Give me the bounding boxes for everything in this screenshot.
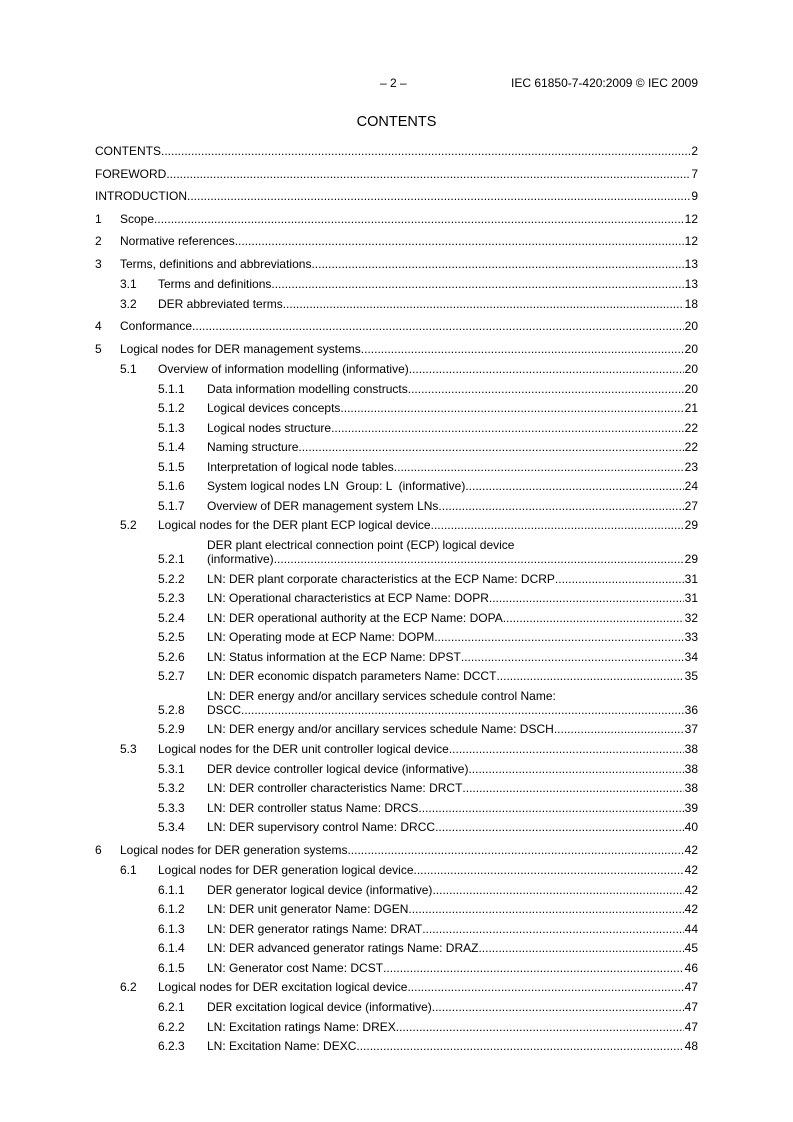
toc-title: LN: DER economic dispatch parameters Name: DCCT	[207, 669, 497, 683]
toc-entry[interactable]	[95, 843, 698, 857]
toc-entry[interactable]	[95, 762, 698, 776]
toc-page-number: 31	[684, 571, 698, 586]
toc-title: LN: Excitation Name: DEXC	[207, 1039, 357, 1053]
toc-title: LN: DER energy and/or ancillary services schedule Name: DSCH	[207, 722, 554, 736]
toc-leader	[274, 552, 684, 566]
toc-title: Logical nodes for DER excitation logical device	[158, 980, 408, 994]
toc-entry[interactable]	[95, 257, 698, 271]
toc-number: 5.1.3	[158, 420, 185, 435]
toc-page-number: 12	[684, 211, 698, 226]
toc-entry[interactable]	[95, 961, 698, 975]
toc-number: 6.1	[120, 862, 137, 877]
toc-number: 5.3	[120, 741, 137, 756]
toc-number: 2	[95, 234, 102, 248]
toc-page-number: 45	[684, 941, 698, 955]
toc-leader	[434, 630, 683, 644]
toc-leader	[468, 762, 683, 776]
toc-page-number: 32	[684, 610, 698, 625]
page-title: CONTENTS	[356, 114, 437, 130]
toc-page-number: 20	[684, 381, 698, 396]
toc-leader	[461, 650, 684, 664]
toc-title: LN: DER generator ratings Name: DRAT	[207, 921, 423, 936]
toc-entry[interactable]	[95, 319, 698, 333]
toc-page-number: 42	[684, 862, 698, 877]
toc-number: 1	[95, 211, 102, 226]
toc-number: 6.2.1	[158, 1000, 185, 1014]
toc-page-number: 9	[691, 189, 698, 203]
toc-title-line1: LN: DER energy and/or ancillary services schedule control Name:	[207, 688, 556, 703]
toc-title: Logical nodes structure	[207, 420, 332, 435]
toc-entry[interactable]	[95, 1000, 698, 1014]
toc-title: Data information modelling constructs	[207, 381, 408, 396]
toc-entry[interactable]	[95, 689, 698, 717]
toc-leader	[331, 421, 684, 435]
toc-number: 5.3.1	[158, 761, 185, 776]
toc-title: LN: DER unit generator Name: DGEN	[207, 902, 409, 916]
toc-leader	[298, 440, 683, 454]
toc-page-number: 31	[684, 591, 698, 605]
toc-number: 3.1	[120, 276, 137, 291]
toc-leader	[407, 980, 683, 994]
toc-title: LN: DER supervisory control Name: DRCC	[207, 820, 436, 834]
toc-title: Terms, definitions and abbreviations	[120, 256, 312, 271]
toc-title: Conformance	[120, 319, 193, 333]
page-number: – 2 –	[380, 76, 407, 90]
toc-leader	[503, 611, 684, 625]
toc-leader	[396, 1020, 684, 1034]
toc-leader	[283, 297, 684, 311]
toc-page-number: 47	[684, 980, 698, 994]
toc-entry[interactable]	[95, 401, 698, 415]
toc-page-number: 7	[691, 166, 698, 181]
toc-page-number: 48	[684, 1039, 698, 1053]
toc-title: LN: DER advanced generator ratings Name: DRAZ	[207, 941, 479, 955]
toc-number: 5.3.4	[158, 820, 185, 834]
toc-title: DSCC	[207, 702, 242, 717]
toc-number: 5	[95, 341, 102, 356]
toc-number: 5.1	[120, 361, 137, 376]
toc-leader	[435, 820, 684, 834]
toc-page-number: 12	[684, 234, 698, 248]
toc-leader	[432, 883, 683, 897]
toc-entry[interactable]	[95, 479, 698, 493]
toc-title: System logical nodes LN Group: L (informative)	[207, 479, 466, 493]
toc-title: Logical nodes for the DER plant ECP logical device	[158, 518, 431, 532]
toc-leader	[554, 722, 684, 736]
toc-number: 5.3.2	[158, 781, 185, 795]
toc-title: LN: DER plant corporate characteristics at the ECP Name: DCRP	[207, 571, 555, 586]
toc-leader	[271, 277, 683, 291]
toc-title: DER abbreviated terms	[158, 296, 283, 311]
toc-number: 5.2.1	[158, 552, 185, 566]
toc-page-number: 18	[684, 296, 698, 311]
toc-title: LN: DER controller characteristics Name: DRCT	[207, 781, 463, 795]
toc-page-number: 33	[684, 630, 698, 644]
toc-leader	[187, 189, 690, 203]
toc-entry[interactable]	[95, 189, 698, 203]
toc-title: LN: Excitation ratings Name: DREX	[207, 1019, 396, 1034]
toc-entry[interactable]	[95, 297, 698, 311]
toc-leader	[409, 362, 684, 376]
toc-number: 6.1.2	[158, 902, 185, 916]
toc-number: 5.1.7	[158, 498, 185, 513]
toc-entry[interactable]	[95, 801, 698, 815]
toc-title: LN: DER operational authority at the ECP Name: DOPA	[207, 610, 503, 625]
toc-page-number: 21	[684, 401, 698, 415]
toc-entry[interactable]	[95, 460, 698, 474]
toc-leader	[394, 460, 684, 474]
toc-title: Normative references	[120, 234, 235, 248]
toc-page-number: 29	[684, 552, 698, 566]
toc-entry[interactable]	[95, 630, 698, 644]
toc-leader	[347, 843, 683, 857]
toc-number: 5.1.5	[158, 459, 185, 474]
toc-entry[interactable]	[95, 820, 698, 834]
toc-number: 5.1.4	[158, 440, 185, 454]
toc-leader	[311, 257, 683, 271]
toc-number: 3	[95, 256, 102, 271]
toc-title: Terms and definitions	[158, 276, 272, 291]
toc-entry[interactable]	[95, 421, 698, 435]
toc-entry[interactable]	[95, 362, 698, 376]
toc-page-number: 38	[684, 761, 698, 776]
toc-leader	[408, 382, 684, 396]
standard-reference: IEC 61850-7-420:2009 © IEC 2009	[511, 76, 698, 90]
toc-leader	[414, 863, 684, 877]
toc-entry[interactable]	[95, 863, 698, 877]
toc-title: Overview of DER management system LNs	[207, 498, 439, 513]
toc-entry[interactable]	[95, 440, 698, 454]
toc-page-number: 20	[684, 341, 698, 356]
table-of-contents	[95, 144, 698, 1053]
toc-entry[interactable]	[95, 342, 698, 356]
toc-number: 6.1.4	[158, 941, 185, 955]
toc-leader	[166, 167, 690, 181]
toc-title-line1: DER plant electrical connection point (ECP) logical device	[207, 538, 515, 552]
toc-title: Naming structure	[207, 440, 299, 454]
toc-page-number: 47	[684, 1000, 698, 1014]
toc-number: 3.2	[120, 296, 137, 311]
toc-page-number: 29	[684, 518, 698, 532]
toc-page-number: 22	[684, 420, 698, 435]
toc-page-number: 37	[684, 722, 698, 736]
toc-number: 5.2.3	[158, 591, 185, 605]
toc-number: 5.2.5	[158, 630, 185, 644]
toc-entry[interactable]	[95, 669, 698, 683]
toc-number: 5.1.6	[158, 479, 185, 493]
toc-entry[interactable]	[95, 902, 698, 916]
toc-page-number: 42	[684, 902, 698, 916]
toc-entry[interactable]	[95, 941, 698, 955]
toc-page-number: 24	[684, 479, 698, 493]
toc-entry[interactable]	[95, 1020, 698, 1034]
toc-leader	[408, 902, 683, 916]
toc-page-number: 40	[684, 820, 698, 834]
toc-entry[interactable]	[95, 167, 698, 181]
toc-title: DER excitation logical device (informative)	[207, 1000, 432, 1014]
toc-leader	[356, 1039, 683, 1053]
toc-page-number: 34	[684, 649, 698, 664]
toc-entry[interactable]	[95, 144, 698, 158]
toc-page-number: 20	[684, 319, 698, 333]
toc-number: 5.1.2	[158, 401, 185, 415]
toc-number: 6.2	[120, 980, 137, 994]
toc-title: DER device controller logical device (informative)	[207, 761, 469, 776]
toc-page-number: 39	[684, 800, 698, 815]
toc-entry[interactable]	[95, 499, 698, 513]
toc-leader	[465, 479, 683, 493]
toc-entry[interactable]	[95, 591, 698, 605]
toc-entry[interactable]	[95, 980, 698, 994]
toc-leader	[432, 1000, 684, 1014]
toc-number: 6.2.2	[158, 1019, 185, 1034]
toc-entry[interactable]	[95, 922, 698, 936]
toc-page-number: 13	[684, 256, 698, 271]
toc-leader	[192, 319, 684, 333]
toc-title: DER generator logical device (informative)	[207, 882, 433, 897]
toc-number: 6.2.3	[158, 1039, 185, 1053]
toc-leader	[154, 212, 684, 226]
toc-title: Logical devices concepts	[207, 401, 341, 415]
toc-number: 6.1.3	[158, 921, 185, 936]
toc-page-number: 27	[684, 498, 698, 513]
toc-number: 6.1.1	[158, 882, 185, 897]
toc-leader	[431, 518, 684, 532]
toc-page-number: 46	[684, 960, 698, 975]
toc-page-number: 44	[684, 921, 698, 936]
toc-page-number: 38	[684, 741, 698, 756]
toc-leader	[418, 801, 683, 815]
toc-title: LN: Generator cost Name: DCST	[207, 960, 384, 975]
toc-number: 5.2.8	[158, 702, 185, 717]
toc-number: 6	[95, 842, 102, 857]
toc-entry[interactable]	[95, 382, 698, 396]
toc-number: 5.1.1	[158, 381, 185, 396]
toc-page-number: 20	[684, 361, 698, 376]
toc-title: Scope	[120, 211, 155, 226]
toc-number: 5.3.3	[158, 800, 185, 815]
toc-entry[interactable]	[95, 742, 698, 756]
toc-entry[interactable]	[95, 234, 698, 248]
toc-entry[interactable]	[95, 572, 698, 586]
toc-entry[interactable]	[95, 1039, 698, 1053]
toc-leader	[478, 941, 683, 955]
toc-title: LN: Operating mode at ECP Name: DOPM	[207, 630, 435, 644]
toc-page-number: 23	[684, 459, 698, 474]
toc-title: LN: DER controller status Name: DRCS	[207, 800, 419, 815]
toc-leader	[383, 961, 684, 975]
toc-page-number: 42	[684, 882, 698, 897]
toc-leader	[161, 144, 690, 158]
toc-page-number: 35	[684, 669, 698, 683]
toc-page-number: 47	[684, 1019, 698, 1034]
toc-number: 6.1.5	[158, 960, 185, 975]
toc-entry[interactable]	[95, 611, 698, 625]
toc-entry[interactable]	[95, 212, 698, 226]
toc-title: INTRODUCTION	[95, 189, 187, 203]
toc-leader	[422, 922, 683, 936]
toc-leader	[241, 703, 684, 717]
toc-title: FOREWORD	[95, 166, 167, 181]
toc-leader	[555, 572, 684, 586]
toc-title: CONTENTS	[95, 144, 161, 158]
toc-title: Logical nodes for DER management systems	[120, 341, 361, 356]
toc-entry[interactable]	[95, 722, 698, 736]
toc-page-number: 36	[684, 702, 698, 717]
toc-leader	[489, 591, 684, 605]
toc-leader	[438, 499, 683, 513]
toc-number: 5.2.4	[158, 610, 185, 625]
toc-page-number: 38	[684, 781, 698, 795]
toc-number: 5.2.7	[158, 669, 185, 683]
toc-number: 5.2.2	[158, 571, 185, 586]
toc-leader	[340, 401, 683, 415]
toc-title: Overview of information modelling (informative)	[158, 361, 409, 376]
toc-title: Logical nodes for the DER unit controller logical device	[158, 741, 449, 756]
toc-page-number: 2	[691, 144, 698, 158]
toc-leader	[361, 342, 684, 356]
toc-leader	[449, 742, 684, 756]
toc-number: 5.2.9	[158, 722, 185, 736]
toc-page-number: 42	[684, 842, 698, 857]
toc-title: LN: Operational characteristics at ECP Name: DOPR	[207, 591, 489, 605]
toc-page-number: 22	[684, 440, 698, 454]
toc-number: 5.2	[120, 518, 137, 532]
toc-title: LN: Status information at the ECP Name: DPST	[207, 649, 461, 664]
toc-leader	[462, 781, 683, 795]
toc-title: Logical nodes for DER generation systems	[120, 842, 348, 857]
toc-entry[interactable]	[95, 518, 698, 532]
toc-number: 4	[95, 319, 102, 333]
toc-entry[interactable]	[95, 538, 698, 566]
toc-leader	[235, 234, 684, 248]
toc-page-number: 13	[684, 276, 698, 291]
toc-title: Logical nodes for DER generation logical device	[158, 862, 414, 877]
toc-title: Interpretation of logical node tables	[207, 459, 394, 474]
toc-entry[interactable]	[95, 277, 698, 291]
toc-entry[interactable]	[95, 650, 698, 664]
toc-number: 5.2.6	[158, 649, 185, 664]
toc-title: (informative)	[207, 552, 274, 566]
toc-leader	[496, 669, 683, 683]
toc-entry[interactable]	[95, 883, 698, 897]
toc-entry[interactable]	[95, 781, 698, 795]
